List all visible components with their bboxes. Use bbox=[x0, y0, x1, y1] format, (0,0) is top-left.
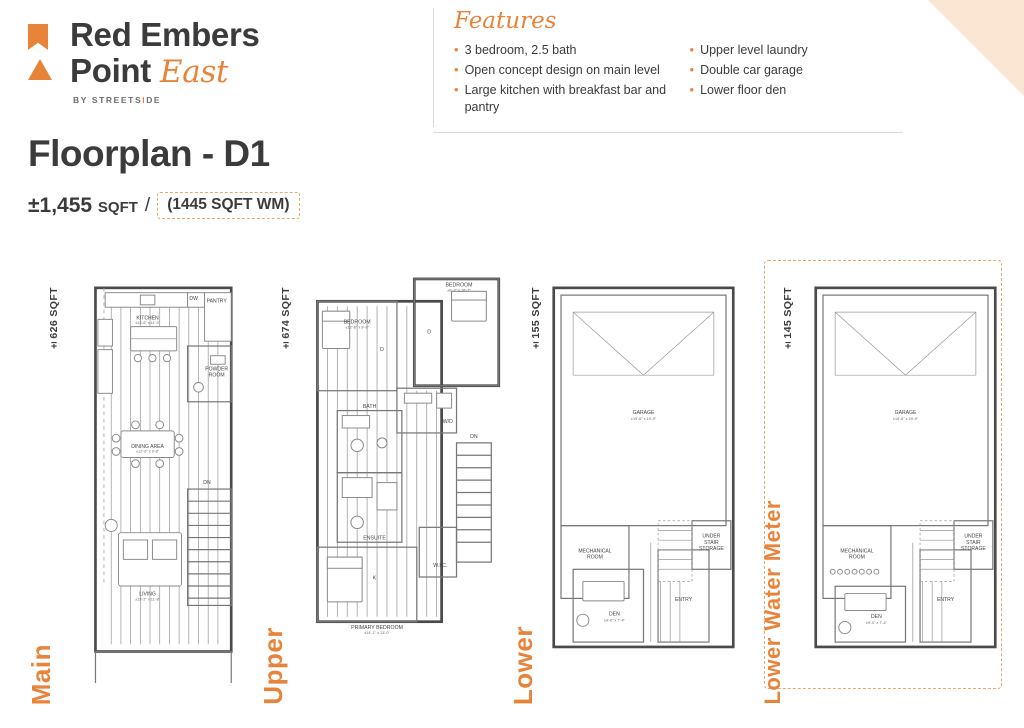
feature-text: Lower floor den bbox=[700, 82, 787, 97]
brand-name-line2: Point bbox=[70, 52, 151, 89]
svg-text:W/D: W/D bbox=[442, 419, 453, 425]
svg-text:DN: DN bbox=[470, 433, 478, 440]
bullet-icon: • bbox=[689, 42, 695, 57]
bullet-icon: • bbox=[454, 81, 459, 97]
plan-main bbox=[26, 255, 256, 705]
sqft-primary bbox=[28, 194, 138, 218]
plan-area-upper: ±674 SQFT bbox=[280, 287, 292, 352]
plan-label-main: Main bbox=[26, 643, 56, 705]
brand-byline-highlight: I bbox=[142, 95, 147, 105]
svg-text:ROOM: ROOM bbox=[587, 554, 603, 561]
bullet-icon: • bbox=[689, 81, 695, 97]
svg-text:STORAGE: STORAGE bbox=[699, 545, 724, 552]
svg-text:MECHANICAL: MECHANICAL bbox=[840, 548, 874, 555]
plan-drawing-upper bbox=[300, 269, 505, 654]
plan-area-main: ±626 SQFT bbox=[48, 287, 60, 352]
svg-text:GARAGE: GARAGE bbox=[632, 410, 655, 417]
plan-lower-water-meter bbox=[760, 255, 1010, 705]
svg-text:BEDROOM: BEDROOM bbox=[343, 319, 371, 326]
svg-text:MECHANICAL: MECHANICAL bbox=[578, 548, 612, 555]
svg-text:UNDER: UNDER bbox=[702, 533, 721, 540]
svg-text:DEN: DEN bbox=[871, 613, 882, 620]
svg-text:±9'-0" x 7'-4": ±9'-0" x 7'-4" bbox=[603, 618, 625, 623]
svg-text:LIVING: LIVING bbox=[139, 591, 156, 598]
svg-text:±13'-2" x 11'-8": ±13'-2" x 11'-8" bbox=[135, 597, 161, 602]
sqft-separator: / bbox=[144, 194, 151, 216]
bullet-icon: • bbox=[689, 61, 695, 77]
svg-text:UNDER: UNDER bbox=[964, 533, 983, 540]
svg-text:ROOM: ROOM bbox=[849, 554, 865, 561]
brand-name-script: East bbox=[159, 54, 229, 90]
svg-text:KITCHEN: KITCHEN bbox=[136, 315, 159, 322]
svg-text:ROOM: ROOM bbox=[208, 372, 225, 379]
plan-lower bbox=[508, 255, 753, 705]
brand-logo bbox=[28, 18, 408, 105]
page-title: Floorplan - D1 bbox=[28, 133, 270, 174]
list-item bbox=[690, 42, 904, 60]
floorplan-row bbox=[0, 255, 1024, 715]
svg-text:DN: DN bbox=[203, 480, 211, 487]
svg-text:±12'-0" x 9'-8": ±12'-0" x 9'-8" bbox=[136, 449, 160, 454]
brand-marks bbox=[28, 18, 62, 80]
bullet-icon: • bbox=[454, 42, 459, 57]
svg-text:±9'-2" x 10'-7": ±9'-2" x 10'-7" bbox=[447, 288, 471, 293]
flag-icon bbox=[28, 24, 48, 50]
svg-text:±14'-1" x 13'-0": ±14'-1" x 13'-0" bbox=[364, 631, 390, 636]
svg-text:DEN: DEN bbox=[609, 611, 620, 618]
feature-text: Large kitchen with breakfast bar and pantry bbox=[464, 82, 667, 115]
plan-area-lower-water-meter: ±145 SQFT bbox=[782, 287, 794, 352]
plan-drawing-main bbox=[66, 283, 251, 683]
features-column-2 bbox=[690, 42, 904, 119]
plan-upper bbox=[258, 255, 506, 705]
plan-label-lower: Lower bbox=[508, 625, 538, 705]
svg-text:STAIR: STAIR bbox=[704, 539, 719, 546]
plan-label-lower-water-meter: Lower Water Meter bbox=[760, 500, 785, 705]
list-item bbox=[454, 82, 668, 118]
svg-text:STORAGE: STORAGE bbox=[961, 545, 986, 552]
svg-text:±13'-6" x 11'-0": ±13'-6" x 11'-0" bbox=[135, 321, 161, 326]
feature-text: 3 bedroom, 2.5 bath bbox=[464, 43, 577, 57]
plan-drawing-lower bbox=[546, 283, 741, 653]
svg-text:ENTRY: ENTRY bbox=[674, 596, 693, 603]
brand-byline-pre: BY STREETS bbox=[73, 95, 143, 105]
svg-text:BATH: BATH bbox=[362, 404, 377, 411]
svg-text:PRIMARY BEDROOM: PRIMARY BEDROOM bbox=[351, 625, 403, 632]
svg-text:POWDER: POWDER bbox=[205, 366, 229, 373]
svg-text:BEDROOM: BEDROOM bbox=[445, 282, 473, 289]
svg-text:ENTRY: ENTRY bbox=[936, 596, 955, 603]
corner-accent-triangle bbox=[928, 0, 1024, 96]
list-item bbox=[690, 62, 904, 80]
sqft-summary bbox=[28, 192, 300, 219]
svg-text:K: K bbox=[372, 575, 377, 582]
features-panel bbox=[433, 8, 903, 127]
brand-byline-post: DE bbox=[146, 95, 162, 105]
svg-text:GARAGE: GARAGE bbox=[894, 410, 917, 417]
divider bbox=[433, 132, 903, 133]
list-item bbox=[690, 82, 904, 100]
brand-byline bbox=[73, 96, 260, 105]
svg-text:±19'-6" x 19'-9": ±19'-6" x 19'-9" bbox=[630, 417, 657, 422]
svg-text:D: D bbox=[427, 329, 432, 336]
plan-label-upper: Upper bbox=[258, 627, 288, 705]
svg-text:±19'-6" x 19'-9": ±19'-6" x 19'-9" bbox=[892, 417, 919, 422]
triangle-icon bbox=[28, 59, 52, 80]
svg-text:DINING AREA: DINING AREA bbox=[131, 443, 164, 450]
brand-name-line1: Red Embers bbox=[70, 16, 260, 53]
list-item bbox=[454, 62, 668, 80]
plan-drawing-lower-water-meter bbox=[808, 283, 1003, 653]
feature-text: Double car garage bbox=[700, 62, 803, 77]
svg-text:STAIR: STAIR bbox=[966, 539, 981, 546]
svg-text:PANTRY: PANTRY bbox=[206, 298, 227, 305]
sqft-alt-badge: (1445 SQFT WM) bbox=[157, 192, 299, 219]
features-column-1 bbox=[454, 42, 668, 119]
list-item bbox=[454, 42, 668, 60]
svg-text:ENSUITE: ENSUITE bbox=[363, 535, 386, 542]
features-title: Features bbox=[454, 8, 557, 34]
svg-text:DW: DW bbox=[189, 295, 198, 302]
svg-text:W.I.C.: W.I.C. bbox=[433, 563, 448, 570]
sqft-primary-unit: SQFT bbox=[97, 198, 138, 216]
feature-text: Open concept design on main level bbox=[464, 62, 660, 77]
plan-area-lower: ±155 SQFT bbox=[530, 287, 542, 352]
svg-text:±12'-8" x 9'-8": ±12'-8" x 9'-8" bbox=[345, 325, 369, 330]
bullet-icon: • bbox=[454, 61, 459, 77]
feature-text: Upper level laundry bbox=[700, 43, 808, 57]
svg-text:D: D bbox=[380, 346, 384, 353]
svg-text:±9'-0" x 7'-4": ±9'-0" x 7'-4" bbox=[865, 620, 887, 625]
sqft-primary-value: ±1,455 bbox=[28, 193, 93, 217]
